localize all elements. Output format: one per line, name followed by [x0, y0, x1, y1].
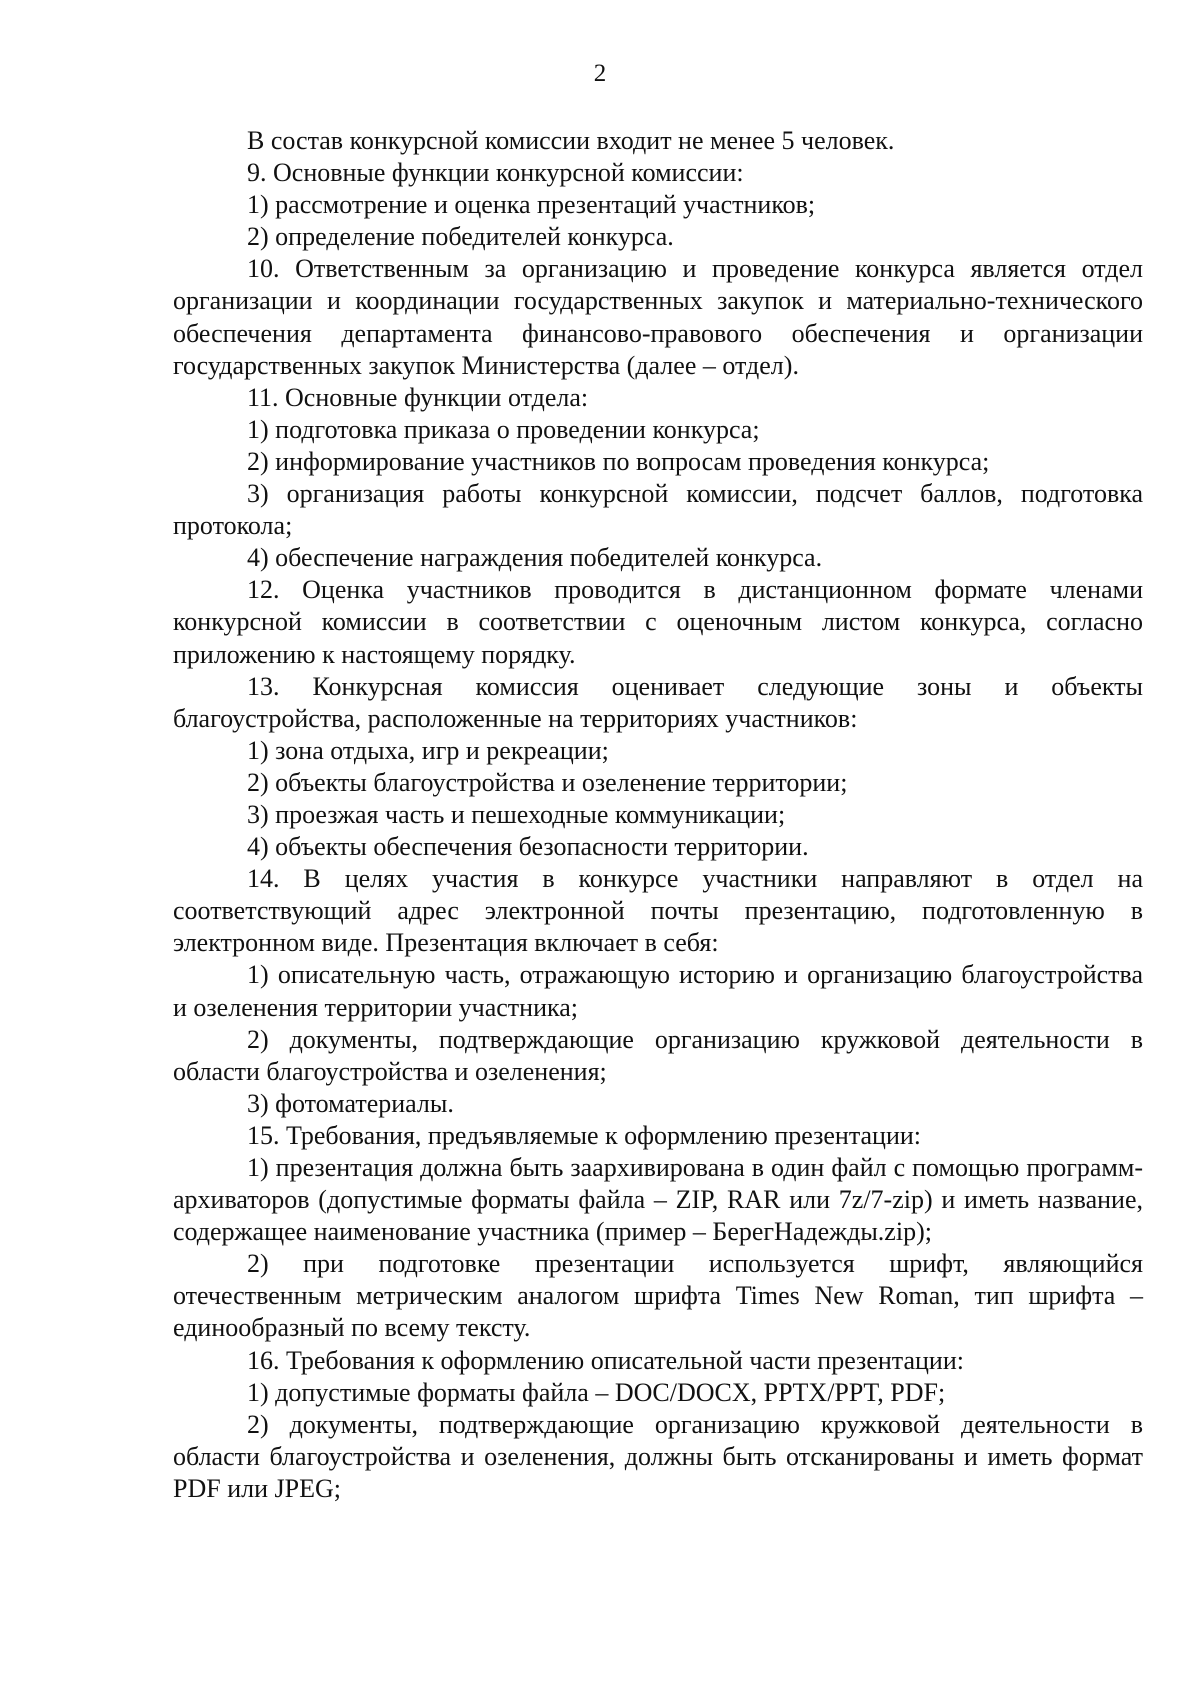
paragraph: 4) объекты обеспечения безопасности территории. — [247, 832, 809, 862]
paragraph: 15. Требования, предъявляемые к оформлению презентации: — [247, 1120, 922, 1150]
paragraph: В состав конкурсной комиссии входит не менее 5 человек. — [247, 126, 895, 155]
paragraph: 2) определение победителей конкурса. — [247, 222, 674, 252]
paragraph: 3) фотоматериалы. — [247, 1088, 454, 1118]
paragraph: 2) документы, подтверждающие организацию кружковой деятельности в области благоустройства и озеленения; — [173, 1024, 1143, 1086]
paragraph: 4) обеспечение награждения победителей конкурса. — [247, 543, 823, 573]
paragraph: 2) объекты благоустройства и озеленение территории; — [247, 767, 848, 797]
paragraph: 13. Конкурсная комиссия оценивает следующие зоны и объекты благоустройства, расположенные на территориях участников: — [173, 671, 1143, 733]
paragraph: 1) допустимые форматы файла – DOC/DOCX, PPTX/PPT, PDF; — [247, 1377, 946, 1407]
paragraph: 1) рассмотрение и оценка презентаций участников; — [247, 190, 816, 220]
page-number: 2 — [593, 60, 607, 87]
paragraph: 9. Основные функции конкурсной комиссии: — [247, 158, 744, 188]
paragraph: 11. Основные функции отдела: — [247, 382, 589, 412]
paragraph: 2) документы, подтверждающие организацию кружковой деятельности в области благоустройства и озеленения, должны быть отсканированы и иметь формат PDF или JPEG; — [173, 1409, 1143, 1503]
paragraph: 14. В целях участия в конкурсе участники направляют в отдел на соответствующий адрес электронной почты презентацию, подготовленную в электронном виде. Презентация включает в себя: — [173, 864, 1143, 958]
paragraph: 2) при подготовке презентации используется шрифт, являющийся отечественным метрическим аналогом шрифта Times New Roman, тип шрифта – единообразный по всему тексту. — [173, 1249, 1143, 1343]
paragraph: 3) организация работы конкурсной комиссии, подсчет баллов, подготовка протокола; — [173, 479, 1143, 541]
paragraph: 16. Требования к оформлению описательной части презентации: — [247, 1345, 964, 1375]
paragraph: 1) описательную часть, отражающую историю и организацию благоустройства и озеленения территории участника; — [173, 960, 1143, 1022]
paragraph: 12. Оценка участников проводится в дистанционном формате членами конкурсной комиссии в соответствии с оценочным листом конкурса, согласно приложению к настоящему порядку. — [173, 575, 1143, 669]
paragraph: 2) информирование участников по вопросам проведения конкурса; — [247, 446, 990, 476]
paragraph: 1) подготовка приказа о проведении конкурса; — [247, 414, 760, 444]
paragraph: 10. Ответственным за организацию и проведение конкурса является отдел организации и координации государственных закупок и материально-технического обеспечения департамента финансово-правового обеспечения и организации государственных закупок Министерства (далее – отдел). — [173, 254, 1143, 380]
document-body — [173, 125, 1143, 1505]
paragraph: 1) презентация должна быть заархивирована в один файл с помощью программ-архиваторов (допустимые форматы файла – ZIP, RAR или 7z/7-zip) и иметь название, содержащее наименование участника (пример – БерегНадежды.zip); — [173, 1153, 1143, 1247]
paragraph: 3) проезжая часть и пешеходные коммуникации; — [247, 799, 786, 829]
paragraph: 1) зона отдыха, игр и рекреации; — [247, 735, 609, 765]
